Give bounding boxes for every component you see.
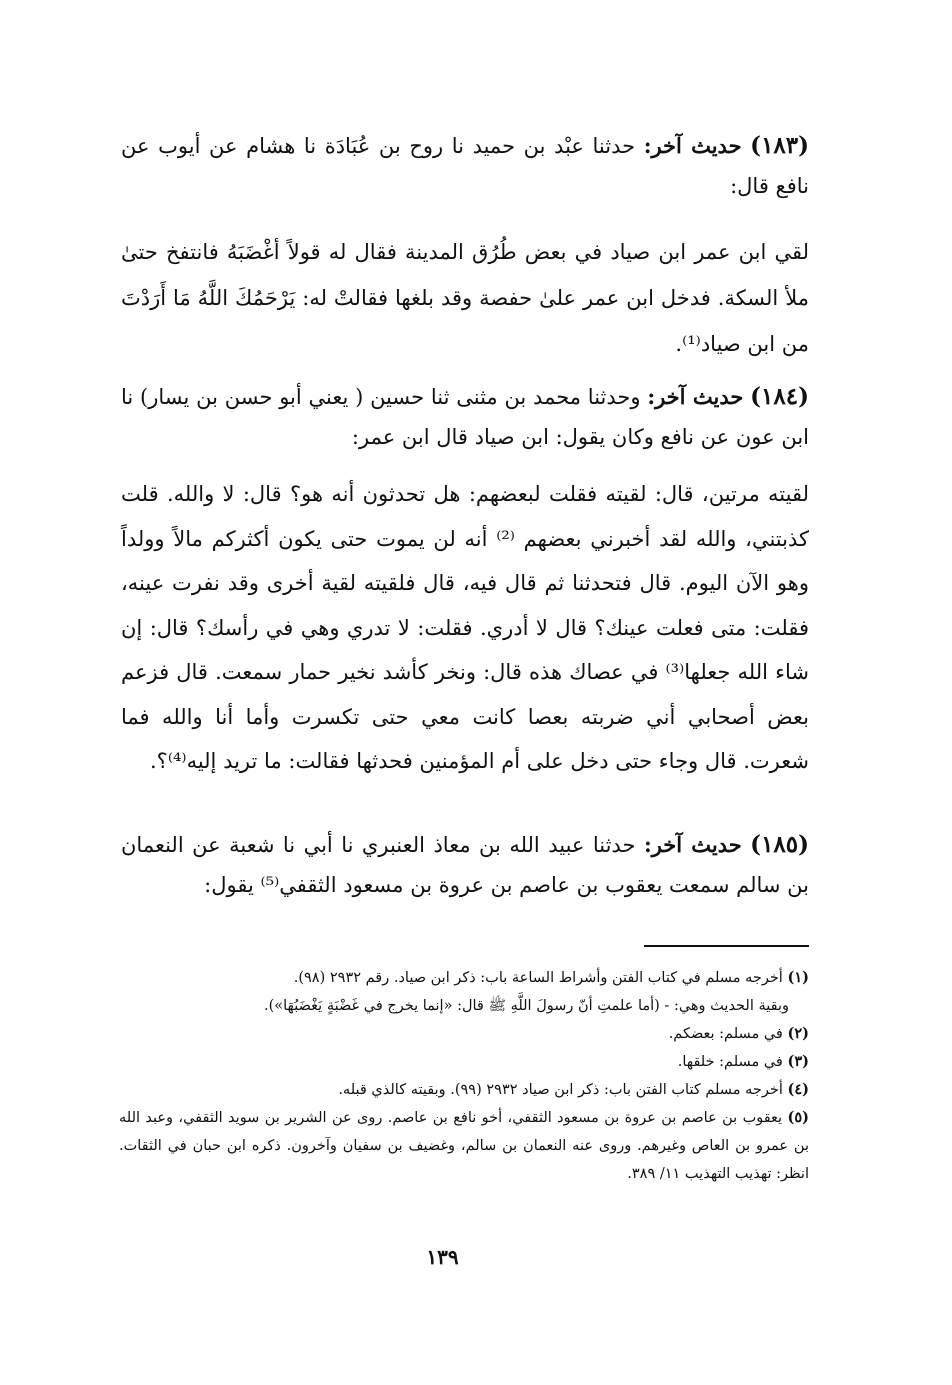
hadith-184-heading: حديث آخر: xyxy=(647,384,744,409)
footnote-3 xyxy=(119,1048,809,1076)
hadith-183-number: (١٨٣) xyxy=(750,132,810,159)
footnote-5-label: (٥) xyxy=(787,1109,809,1126)
hadith-185-isnad xyxy=(121,825,809,905)
hadith-184-matn: لقيته مرتين، قال: لقيته فقلت لبعضهم: هل تحدثون أنه هو؟ قال: لا والله. قلت كذبتني، والله لقد أخبرني بعضهم ⁽²⁾ أنه لن يموت حتى يكون أكثركم مالاً وولداً وهو الآن اليوم. قال فتحدثنا ثم قال فيه، قال فلقيته لقية أخرى وقد نفرت عينه، فقلت: متى فعلت عينك؟ قال لا أدري. فقلت: لا تدري وهي في رأسك؟ قال: إن شاء الله جعلها⁽³⁾ في عصاك هذه قال: ونخر كأشد نخير حمار سمعت. قال فزعم بعض أصحابي أني ضربته بعصا كانت معي حتى تكسرت وأما أنا والله فما شعرت. قال وجاء حتى دخل على أم المؤمنين فحدثها فقالت: ما تريد إليه⁽⁴⁾؟. xyxy=(121,482,809,773)
page-number: ١٣٩ xyxy=(426,1245,459,1269)
footnote-5 xyxy=(119,1104,809,1188)
footnote-4 xyxy=(119,1076,809,1104)
footnote-2 xyxy=(119,1020,809,1048)
hadith-183-matn: لقي ابن عمر ابن صياد في بعض طُرُق المدينة فقال له قولاً أغْضَبَهُ فانتفخ حتىٰ ملأ السكة. فدخل ابن عمر علىٰ حفصة وقد بلغها فقالتْ له: يَرْحَمُكَ اللَّهُ مَا أَرَدْتَ من ابن صياد⁽¹⁾. xyxy=(121,240,809,356)
footnote-divider xyxy=(644,945,809,947)
footnote-1-text: أخرجه مسلم في كتاب الفتن وأشراط الساعة باب: ذكر ابن صياد. رقم ٢٩٣٢ (٩٨). xyxy=(293,970,783,986)
hadith-183-isnad-text: حدثنا عبْد بن حميد نا روح بن عُبَادَة نا هشام عن أيوب عن نافع قال: xyxy=(121,134,809,198)
hadith-185-isnad-text: حدثنا عبيد الله بن معاذ العنبري نا أبي نا شعبة عن النعمان بن سالم سمعت يعقوب بن عاصم بن عروة بن مسعود الثقفي⁽⁵⁾ يقول: xyxy=(121,833,809,897)
footnote-2-text: في مسلم: بعضكم. xyxy=(668,1026,783,1042)
hadith-183-heading: حديث آخر: xyxy=(643,133,742,158)
hadith-184-isnad xyxy=(121,377,809,457)
hadith-184-number: (١٨٤) xyxy=(750,383,809,410)
hadith-185-heading: حديث آخر: xyxy=(643,832,742,857)
footnote-1-label: (١) xyxy=(787,969,809,986)
footnote-1-continuation: وبقية الحديث وهي: - (أما علمتِ أنّ رسولَ اللَّهِ ﷺ قال: «إنما يخرج في غَضْبَةٍ يَغْضَبُهَا»). xyxy=(263,998,789,1014)
hadith-185-number: (١٨٥) xyxy=(750,831,810,858)
footnote-3-text: في مسلم: خلقها. xyxy=(677,1054,783,1070)
footnotes xyxy=(119,964,809,1188)
footnote-5-text: يعقوب بن عاصم بن عروة بن مسعود الثقفي، أخو نافع بن عاصم. روى عن الشرير بن سويد الثقفي، وعبد الله بن عمرو بن العاص وغيرهم. وروى عنه النعمان بن سالم، وغضيف بن سفيان وآخرون. ذكره ابن حبان في الثقات. انظر: تهذيب التهذيب ١١/ ٣٨٩. xyxy=(119,1110,809,1182)
hadith-184-isnad-text: وحدثنا محمد بن مثنى ثنا حسين ( يعني أبو حسن بن يسار) نا ابن عون عن نافع وكان يقول: ابن صياد قال ابن عمر: xyxy=(121,385,809,449)
hadith-183-isnad xyxy=(121,126,809,206)
footnote-3-label: (٣) xyxy=(787,1053,809,1070)
footnote-4-text: أخرجه مسلم كتاب الفتن باب: ذكر ابن صياد ٢٩٣٢ (٩٩). وبقيته كالذي قبله. xyxy=(338,1082,783,1098)
footnote-1 xyxy=(119,964,809,992)
footnote-4-label: (٤) xyxy=(787,1081,809,1098)
footnote-2-label: (٢) xyxy=(787,1025,809,1042)
